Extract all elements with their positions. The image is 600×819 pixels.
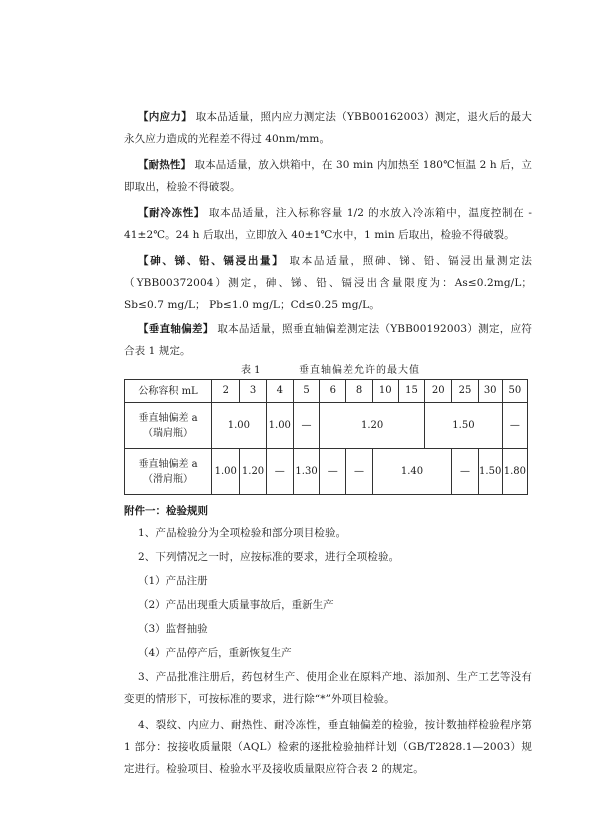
section-text: 取本品适量，照砷、锑、铅、镉浸出量测定法（YBB00372004）测定，砷、锑、铅、镉浸出含量限度为：As≤0.2mg/L； Sb≤0.7 mg/L； Pb≤1.0 mg/L；Cd≤0.25 mg/L。 <box>124 255 533 311</box>
capacity-cell: 2 <box>212 380 240 403</box>
value-cell: 1.30 <box>293 449 319 495</box>
appendix-subitem: （3）监督抽验 <box>138 623 208 635</box>
capacity-cell: 5 <box>293 380 319 403</box>
appendix-item: 1、产品检验分为全项检验和部分项目检验。 <box>138 527 347 539</box>
table-row-sloped-shoulder <box>125 449 528 495</box>
value-cell: — <box>266 449 293 495</box>
section-internal-stress <box>124 106 532 150</box>
section-heading: 【耐冷冻性】 <box>138 207 205 219</box>
appendix-subitem: （1）产品注册 <box>138 575 208 587</box>
capacity-cell: 20 <box>425 380 452 403</box>
section-text: 取本品适量，照垂直轴偏差测定法（YBB00192003）测定，应符合表 1 规定。 <box>124 323 533 357</box>
capacity-cell: 30 <box>478 380 502 403</box>
appendix-subitem: （2）产品出现重大质量事故后，重新生产 <box>138 599 334 611</box>
section-freeze-resistance <box>124 202 532 246</box>
appendix-title: 附件一：检验规则 <box>124 505 208 517</box>
section-heat-resistance <box>124 154 532 198</box>
header-label: 公称容积 mL <box>125 380 212 403</box>
section-text: 取本品适量，放入烘箱中，在 30 min 内加热至 180℃恒温 2 h 后，立即取出，检验不得破裂。 <box>124 159 533 193</box>
row-label <box>125 449 212 495</box>
capacity-cell: 15 <box>398 380 424 403</box>
value-cell: 1.00 <box>212 403 267 449</box>
table-row-round-shoulder <box>125 403 528 449</box>
value-cell: 1.00 <box>266 403 293 449</box>
section-text: 取本品适量，注入标称容量 1/2 的水放入冷冻箱中，温度控制在 - 41±2℃。24 h 后取出，立即放入 40±1℃水中，1 min 后取出，检验不得破裂。 <box>124 207 532 241</box>
value-cell: 1.80 <box>502 449 527 495</box>
table-header-row <box>125 380 528 403</box>
appendix-item: 2、下列情况之一时，应按标准的要求，进行全项检验。 <box>138 551 400 563</box>
value-cell: 1.20 <box>320 403 425 449</box>
value-cell: — <box>502 403 527 449</box>
appendix-item: 3、产品批准注册后，药包材生产、使用企业在原料产地、添加剂、生产工艺等没有变更的情形下，可按标准的要求，进行除“*”外项目检验。 <box>124 671 532 705</box>
row-label-line: （瑞肩瓶） <box>143 427 194 439</box>
capacity-cell: 25 <box>452 380 478 403</box>
section-axis-deviation <box>124 318 532 362</box>
value-cell: 1.40 <box>372 449 452 495</box>
capacity-cell: 10 <box>372 380 398 403</box>
row-label <box>125 403 212 449</box>
value-cell: 1.50 <box>425 403 503 449</box>
value-cell: — <box>320 449 346 495</box>
value-cell: — <box>293 403 319 449</box>
row-label-line: 垂直轴偏差 a <box>138 412 198 424</box>
section-heavy-metal-leaching <box>124 250 532 316</box>
capacity-cell: 4 <box>266 380 293 403</box>
row-label-line: （滑肩瓶） <box>143 473 194 485</box>
capacity-cell: 6 <box>320 380 346 403</box>
appendix-item: 4、裂纹、内应力、耐热性、耐冷冻性，垂直轴偏差的检验，按计数抽样检验程序第 1 部分：按接收质量限（AQL）检索的逐批检验抽样计划（GB/T2828.1—2003）规定进行。检验项目、检验水平及接收质量限应符合表 2 的规定。 <box>124 719 532 775</box>
section-heading: 【耐热性】 <box>138 159 192 171</box>
section-text: 取本品适量，照内应力测定法（YBB00162003）测定，退火后的最大永久应力造成的光程差不得过 40nm/mm。 <box>124 111 532 145</box>
table-caption <box>124 364 532 378</box>
value-cell: 1.00 <box>212 449 240 495</box>
value-cell: 1.50 <box>478 449 502 495</box>
capacity-cell: 50 <box>502 380 527 403</box>
value-cell: — <box>346 449 372 495</box>
capacity-cell: 3 <box>240 380 266 403</box>
section-heading: 【砷、锑、铅、镉浸出量】 <box>138 255 285 267</box>
value-cell: — <box>452 449 478 495</box>
row-label-line: 垂直轴偏差 a <box>138 458 198 470</box>
axis-deviation-table <box>124 379 528 495</box>
appendix-subitem: （4）产品停产后，重新恢复生产 <box>138 647 292 659</box>
table-title: 垂直轴偏差允许的最大值 <box>299 365 420 376</box>
section-heading: 【内应力】 <box>138 111 193 123</box>
table-number: 表 1 <box>241 365 261 376</box>
capacity-cell: 8 <box>346 380 372 403</box>
section-heading: 【垂直轴偏差】 <box>138 323 214 335</box>
value-cell: 1.20 <box>240 449 266 495</box>
